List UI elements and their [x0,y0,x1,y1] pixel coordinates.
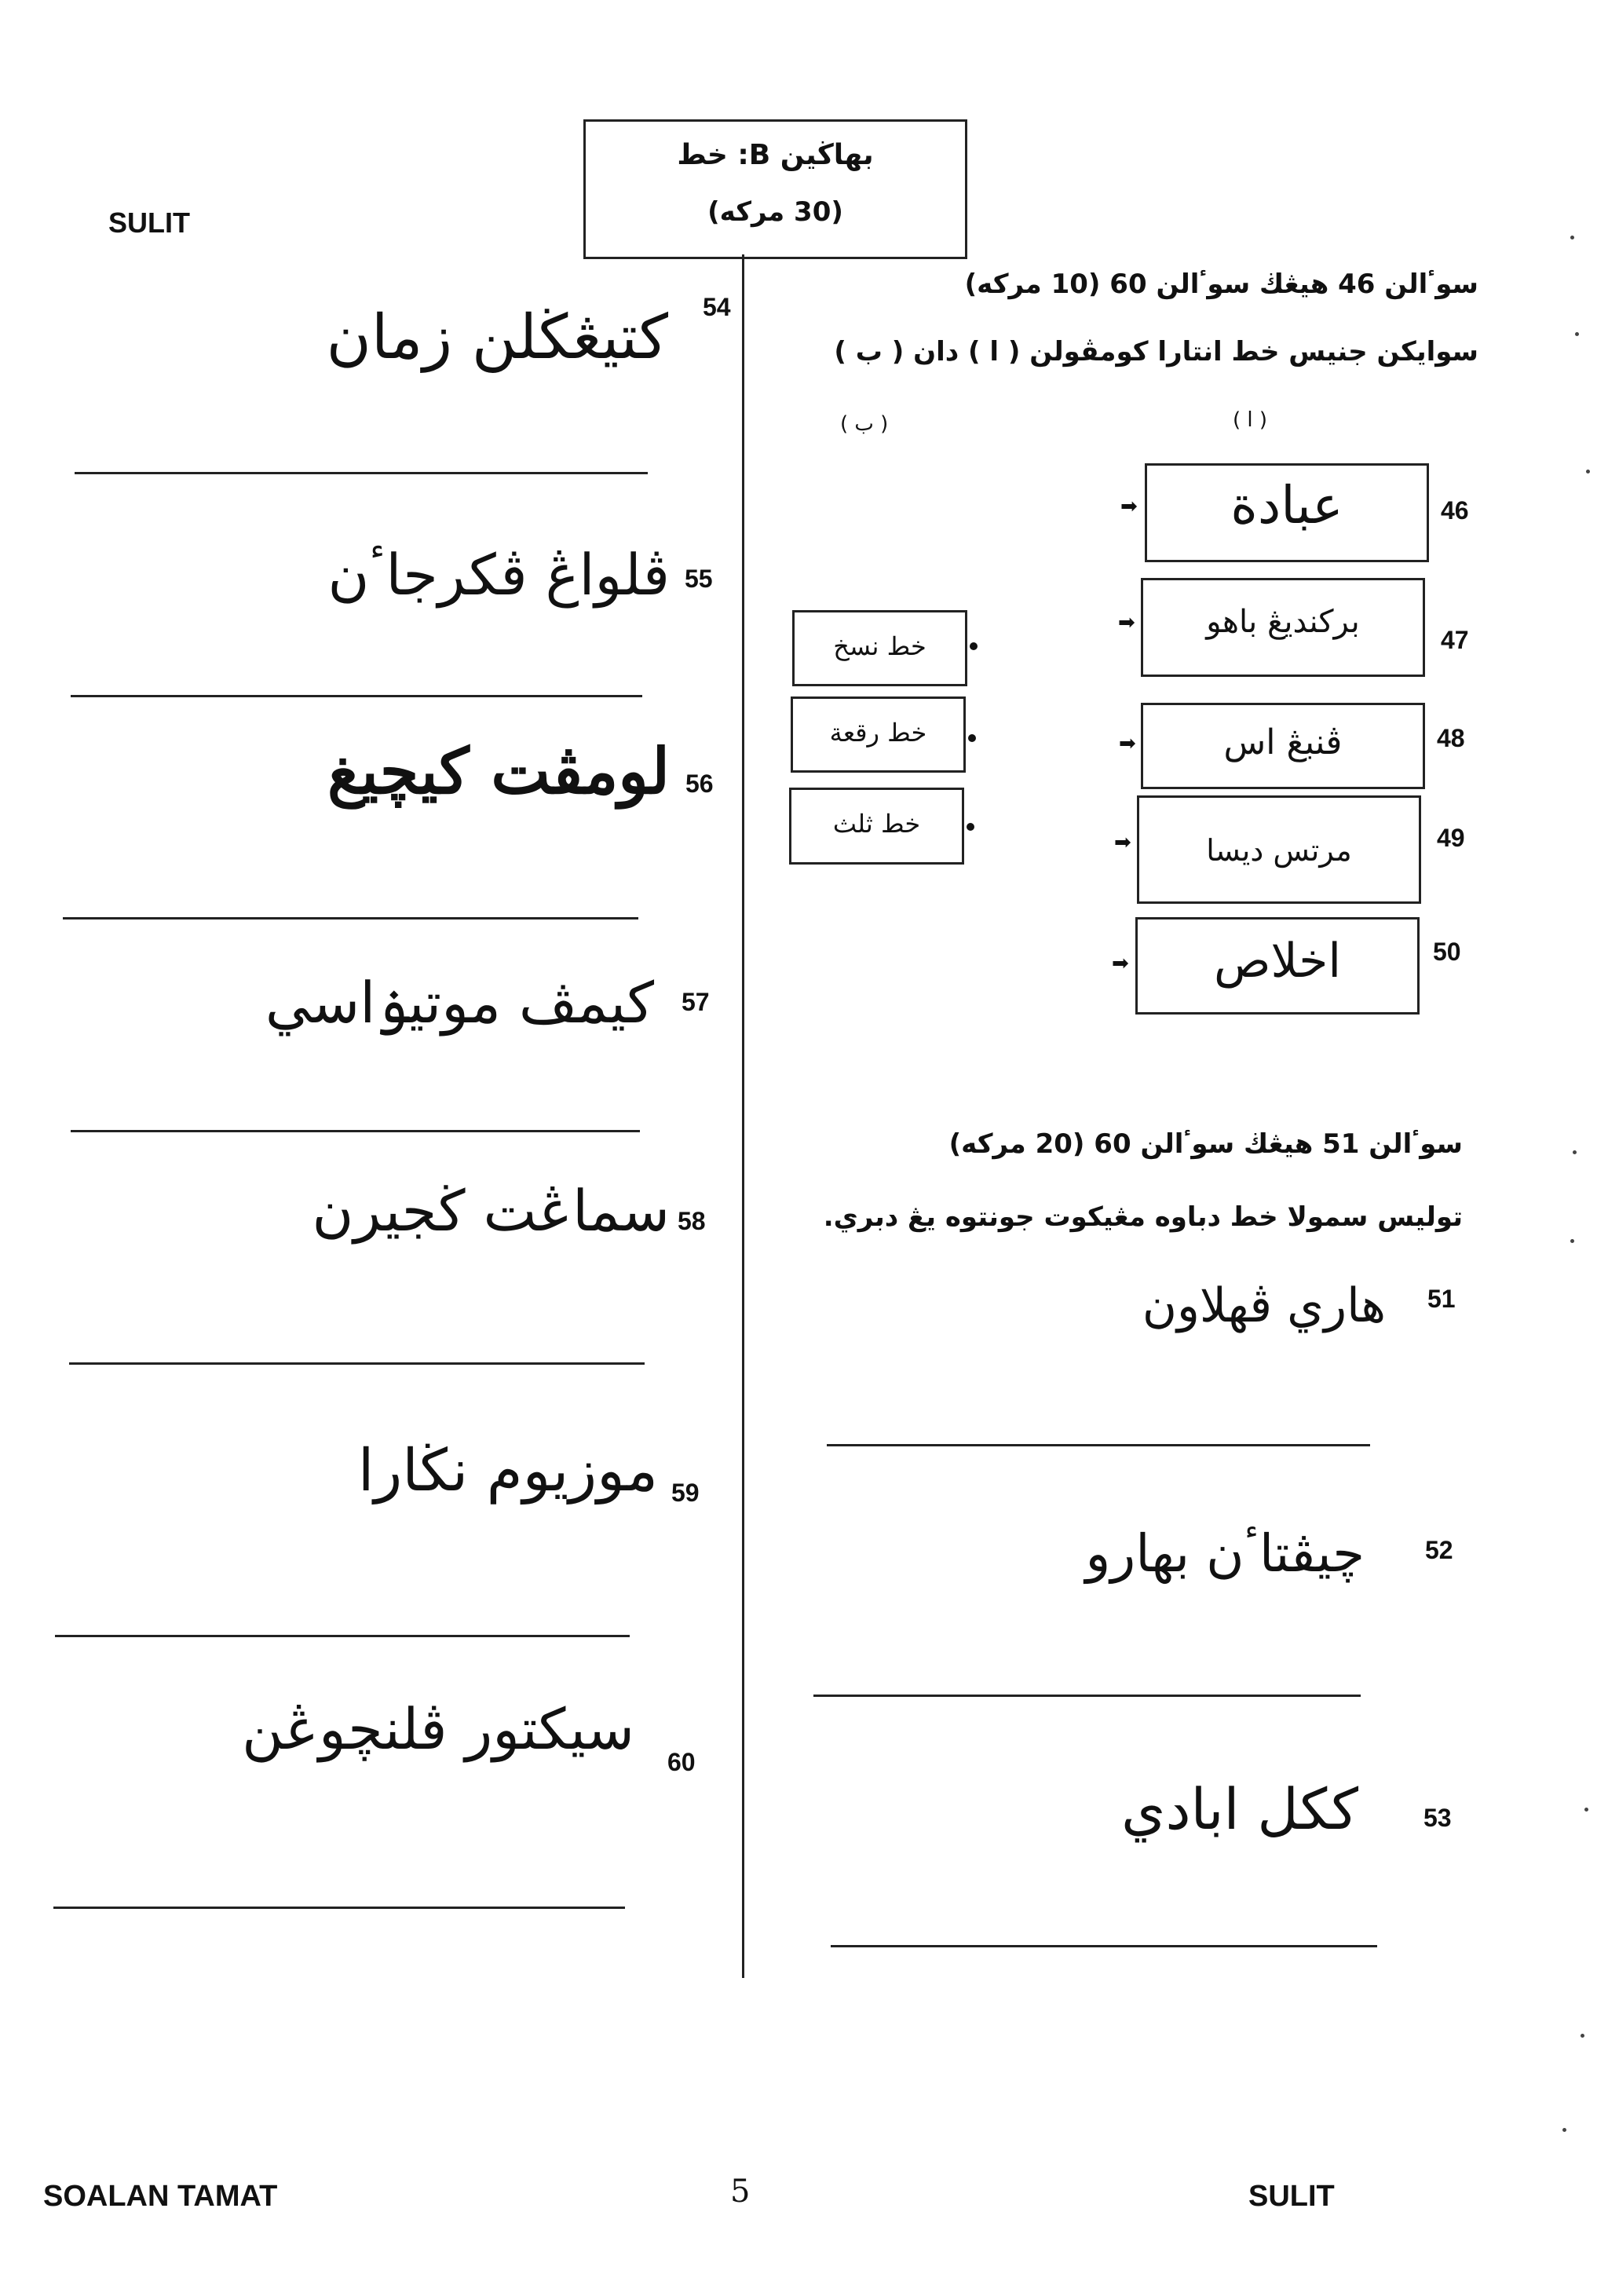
item-box-48 [1141,703,1425,789]
section-title-box [583,119,967,259]
item-number-57: 57 [682,988,710,1016]
answer-line-54 [75,472,648,474]
answer-line-55 [71,695,642,697]
item-box-47 [1141,578,1425,677]
style-dot-thuluth [967,823,974,831]
scan-speck [1584,1808,1588,1812]
item-word-56: لومڤت كيچيغ [327,734,670,808]
item-word-47: بركنديڠ باهو [1206,604,1360,640]
item-word-52: چيڤتاٴن بهارو [1085,1523,1365,1584]
part-one-range: سوٴالن 46 هيڠڬ سوٴالن 60 (10 مركه) [964,269,1478,300]
item-word-60: سيكتور ڤلنچوڠن [242,1696,634,1762]
item-word-55: ڤلواڠ ڤكرجاٴن [327,542,670,608]
arrow-46: ➡ [1120,495,1138,518]
item-word-51: هاري ڤهلاون [1142,1278,1386,1333]
answer-line-56 [63,917,638,919]
item-number-46: 46 [1441,496,1469,525]
scan-speck [1573,1150,1577,1154]
item-word-54: كتيڠڬلن زمان [326,302,668,373]
footer-sulit-label: SULIT [1248,2180,1335,2213]
column-b-label: ( ب ) [840,412,889,436]
part-one-instruction: سوايكن جنيس خط انتارا كومڤولن ( ا ) دان ( ب ) [834,336,1478,367]
arrow-48: ➡ [1119,732,1136,755]
item-number-58: 58 [678,1207,706,1235]
column-divider [742,254,744,1978]
header-sulit-label: SULIT [108,207,190,239]
item-word-46: عبادة [1230,475,1343,536]
part-two-range: سوٴالن 51 هيڠڬ سوٴالن 60 (20 مركه) [948,1128,1463,1160]
item-number-48: 48 [1437,724,1465,752]
scan-speck [1570,236,1574,239]
part-two-instruction: توليس سمولا خط دباوه مڠيكوت جونتوه يڠ دبري. [823,1201,1463,1233]
arrow-50: ➡ [1112,952,1129,975]
item-word-48: ڤنبڠ اس [1223,722,1343,762]
item-number-54: 54 [703,293,731,321]
section-marks: (30 مركه) [707,196,843,228]
item-word-57: كيمڤ موتيۏاسي [265,970,654,1036]
style-box-thuluth [789,788,964,865]
item-word-59: موزيوم نڬارا [357,1437,658,1504]
arrow-49: ➡ [1114,831,1131,854]
item-box-46 [1145,463,1429,562]
item-number-47: 47 [1441,626,1469,654]
answer-line-60 [53,1907,625,1909]
section-title: بهاڬين B: خط [677,139,874,171]
item-word-49: مرتس ديسا [1206,833,1352,868]
style-dot-naskh [970,642,978,650]
footer-end-label: SOALAN TAMAT [43,2180,278,2213]
scan-speck [1562,2128,1566,2132]
item-word-50: اخلاص [1213,934,1342,989]
item-number-52: 52 [1425,1536,1453,1564]
answer-line-59 [55,1635,630,1637]
item-number-49: 49 [1437,824,1465,852]
answer-line-51 [827,1444,1370,1446]
arrow-47: ➡ [1118,611,1135,634]
answer-line-58 [69,1362,645,1365]
column-a-label: ( ا ) [1233,408,1268,432]
answer-line-57 [71,1130,640,1132]
item-number-53: 53 [1423,1804,1452,1832]
style-dot-riqah [968,734,976,742]
item-word-58: سماڠت ڬجيرن [312,1178,670,1244]
scan-speck [1575,332,1579,336]
item-number-60: 60 [667,1748,696,1776]
style-label-thuluth: خط ثلث [832,809,921,839]
answer-line-53 [831,1945,1377,1947]
item-box-49 [1137,795,1421,904]
style-box-naskh [792,610,967,686]
answer-line-52 [813,1695,1361,1697]
item-number-50: 50 [1433,938,1461,966]
item-number-59: 59 [671,1479,700,1507]
item-number-55: 55 [685,565,713,593]
item-word-53: ككل ابادي [1121,1776,1358,1842]
style-box-riqah [791,696,966,773]
scan-speck [1570,1239,1574,1243]
style-label-riqah: خط رقعة [829,718,927,748]
scan-speck [1581,2034,1584,2038]
item-box-50 [1135,917,1420,1015]
item-number-56: 56 [685,770,714,798]
scan-speck [1586,470,1590,473]
page-number: 5 [730,2174,751,2210]
item-number-51: 51 [1427,1285,1456,1313]
style-label-naskh: خط نسخ [833,631,926,661]
